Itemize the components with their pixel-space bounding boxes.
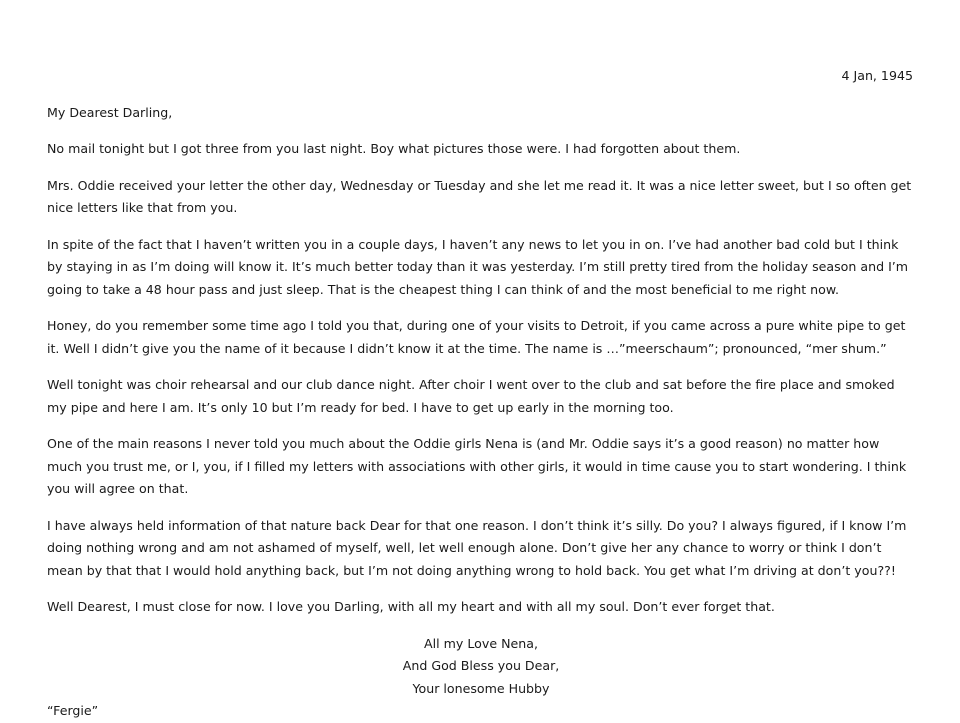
paragraph-7: I have always held information of that nature back Dear for that one reason. I don’t think it’s silly. Do you? I always figured, if I know I’m doing nothing wrong and am not ashamed of myself, well, let well enough alone. Don’t give her any chance to worry or think I don’t mean by that that I would hold anything back, but I’m not doing anything wrong to hold back. You get what I’m driving at don’t you??! [47, 517, 907, 578]
closing-line-3: Your lonesome Hubby [412, 680, 550, 696]
letter-page [47, 65, 915, 723]
paragraph-1: No mail tonight but I got three from you last night. Boy what pictures those were. I had forgotten about them. [47, 141, 741, 156]
paragraph-2: Mrs. Oddie received your letter the other day, Wednesday or Tuesday and she let me read it. It was a nice letter sweet, but I so often get nice letters like that from you. [47, 177, 912, 215]
paragraph-3: In spite of the fact that I haven’t written you in a couple days, I haven’t any news to let you in on. I’ve had another bad cold but I think by staying in as I’m doing will know it. It’s much better today than it was yesterday. I’m still pretty tired from the holiday season and I’m going to take a 48 hour pass and just sleep. That is the cheapest thing I can think of and the most beneficial to me right now. [47, 236, 909, 297]
salutation: My Dearest Darling, [47, 104, 173, 120]
paragraph-5: Well tonight was choir rehearsal and our club dance night. After choir I went over to the club and sat before the fire place and smoked my pipe and here I am. It’s only 10 but I’m ready for bed. I have to get up early in the morning too. [47, 377, 895, 415]
closing-line-2: And God Bless you Dear, [402, 658, 560, 673]
closing-line-1: All my Love Nena, [424, 635, 538, 651]
paragraph-6: One of the main reasons I never told you much about the Oddie girls Nena is (and Mr. Oddie says it’s a good reason) no matter how much you trust me, or I, you, if I filled my letters with associations with other girls, it would in time cause you to start wondering. I think you will agree on that. [47, 436, 907, 496]
paragraph-4: Honey, do you remember some time ago I told you that, during one of your visits to Detroit, if you came across a pure white pipe to get it. Well I didn’t give you the name of it because I didn’t know it at the time. The name is …”meerschaum”; pronounced, “mer shum.” [47, 318, 906, 356]
signature: “Fergie” [47, 703, 99, 718]
letter-date: 4 Jan, 1945 [841, 68, 913, 83]
paragraph-8: Well Dearest, I must close for now. I love you Darling, with all my heart and with all my soul. Don’t ever forget that. [47, 599, 775, 614]
closing-block [47, 633, 915, 701]
